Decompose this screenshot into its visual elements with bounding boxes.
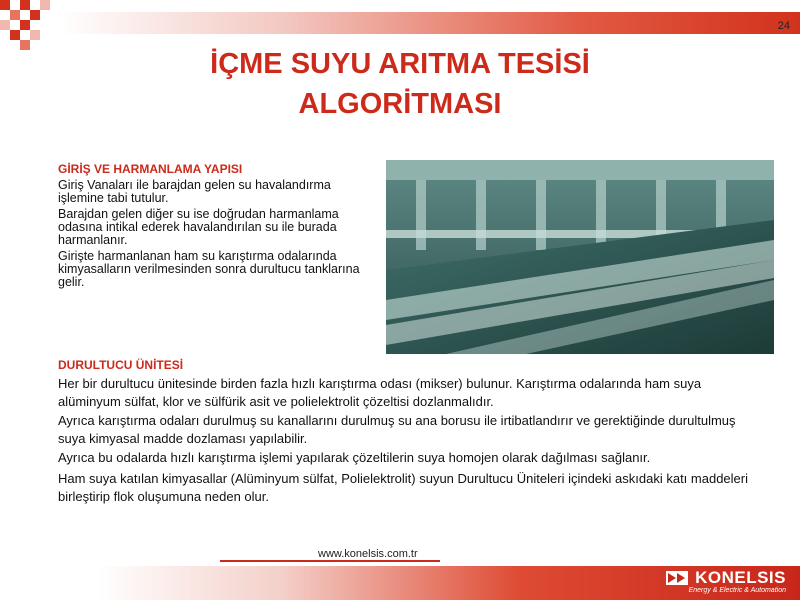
footer-website-link[interactable]: www.konelsis.com.tr bbox=[318, 548, 418, 560]
section1-heading: GİRİŞ VE HARMANLAMA YAPISI bbox=[58, 162, 243, 176]
section2-paragraph: Ham suya katılan kimyasallar (Alüminyum sülfat, Polielektrolit) suyun Durultucu Üniteleri içindeki askıdaki katı maddeleri birleştirip flok oluşumuna neden olur. bbox=[58, 471, 748, 504]
footer-divider bbox=[220, 560, 440, 562]
checker-pattern-logo bbox=[0, 0, 60, 50]
section2-paragraph: Ayrıca karıştırma odaları durulmuş su kanallarını durulmuş su ana borusu ile irtibatlandırır ve gerektiğinde durultulmuş suya kimyasal madde dozlaması yapılabilir. bbox=[58, 413, 736, 446]
logo-mark-icon bbox=[666, 571, 688, 585]
slide-number: 24 bbox=[777, 20, 790, 32]
section-clarifier-unit bbox=[58, 358, 748, 507]
section1-paragraph: Giriş Vanaları ile barajdan gelen su havalandırma işlemine tabi tutulur. bbox=[58, 178, 331, 205]
section2-heading: DURULTUCU ÜNİTESİ bbox=[58, 358, 184, 372]
section2-paragraph: Her bir durultucu ünitesinde birden fazla hızlı karıştırma odası (mikser) bulunur. Karıştırma odalarında ham suya alüminyum sülfat, klor ve sülfürik asit ve polielektrolit çözeltisi dozlanmalıdır. bbox=[58, 376, 702, 409]
section2-paragraph: Ayrıca bu odalarda hızlı karıştırma işlemi yapılarak çözeltilerin suya homojen olarak dağılması sağlanır. bbox=[58, 450, 651, 465]
section-inlet-mixing bbox=[58, 162, 378, 292]
section1-paragraph: Girişte harmanlanan ham su karıştırma odalarında kimyasalların verilmesinden sonra durultucu tanklarına gelir. bbox=[58, 249, 360, 289]
title-line-1: İÇME SUYU ARITMA TESİSİ bbox=[210, 48, 590, 80]
title-line-2: ALGORİTMASI bbox=[298, 88, 502, 120]
header-gradient-bar bbox=[60, 12, 800, 34]
brand-tagline: Energy & Electric & Automation bbox=[688, 587, 786, 594]
section1-paragraph: Barajdan gelen diğer su ise doğrudan harmanlama odasına intikal ederek havalandırılan su ile burada harmanlanır. bbox=[58, 207, 339, 247]
brand-name: KONELSIS bbox=[695, 568, 786, 587]
slide-title bbox=[0, 44, 800, 124]
konelsis-logo bbox=[666, 568, 786, 594]
treatment-plant-photo bbox=[386, 160, 774, 354]
